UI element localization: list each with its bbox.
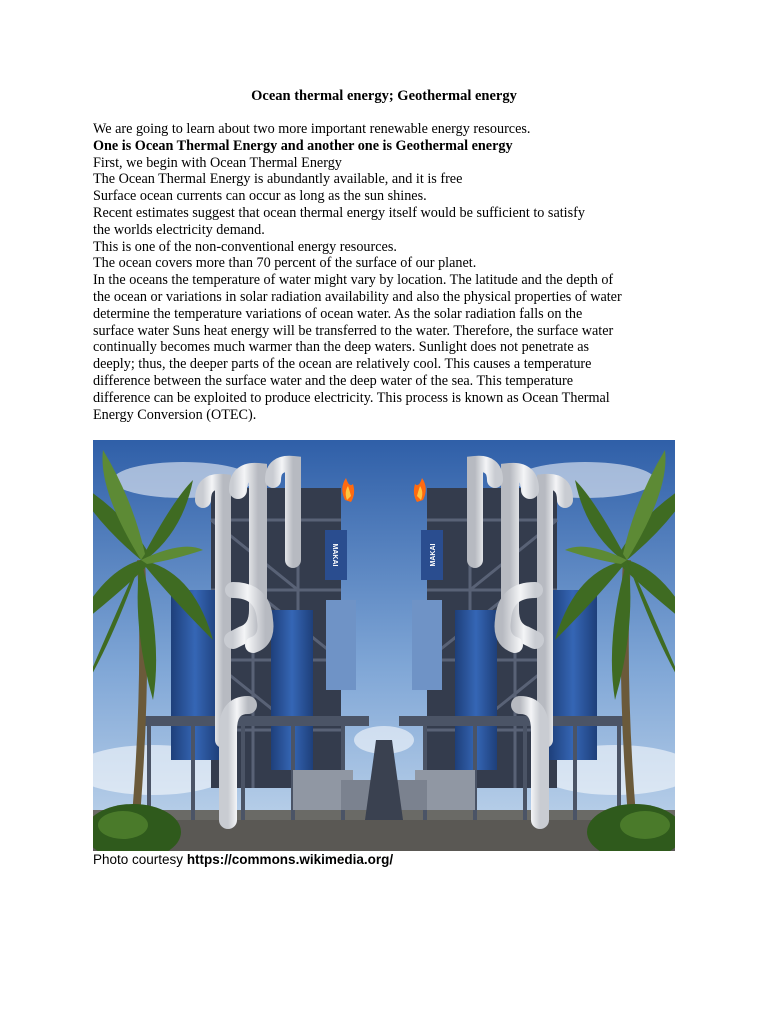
body-line: continually becomes much warmer than the deep waters. Sunlight does not penetrate as bbox=[93, 339, 590, 356]
body-line: First, we begin with Ocean Thermal Energy bbox=[93, 154, 342, 171]
photo-sign-right: MAKAI bbox=[430, 543, 437, 567]
body-line: Recent estimates suggest that ocean thermal energy itself would be sufficient to satisfy bbox=[93, 204, 585, 221]
body-line: Energy Conversion (OTEC). bbox=[93, 406, 257, 423]
body-line: Surface ocean currents can occur as long as the sun shines. bbox=[93, 188, 427, 205]
body-line-bold: One is Ocean Thermal Energy and another one is Geothermal energy bbox=[93, 137, 513, 154]
body-line: the ocean or variations in solar radiation availability and also the physical properties of water bbox=[93, 288, 622, 305]
body-line: surface water Suns heat energy will be transferred to the water. Therefore, the surface water bbox=[93, 322, 614, 339]
photo-sign-left: MAKAI bbox=[331, 543, 338, 567]
body-line: the worlds electricity demand. bbox=[93, 221, 265, 238]
photo-caption bbox=[93, 852, 393, 867]
body-line: The Ocean Thermal Energy is abundantly available, and it is free bbox=[93, 171, 463, 188]
caption-prefix: Photo courtesy bbox=[93, 852, 187, 867]
body-line: determine the temperature variations of ocean water. As the solar radiation falls on the bbox=[93, 305, 583, 322]
body-line: deeply; thus, the deeper parts of the ocean are relatively cool. This causes a temperature bbox=[93, 356, 592, 373]
body-line: difference can be exploited to produce electricity. This process is known as Ocean Thermal bbox=[93, 389, 610, 406]
body-line: difference between the surface water and the deep water of the sea. This temperature bbox=[93, 372, 574, 389]
otec-plant-photo bbox=[93, 440, 675, 851]
body-line: We are going to learn about two more important renewable energy resources. bbox=[93, 121, 531, 137]
body-line: In the oceans the temperature of water might vary by location. The latitude and the depth of bbox=[93, 272, 614, 289]
caption-url: https://commons.wikimedia.org/ bbox=[186, 852, 394, 867]
body-line: The ocean covers more than 70 percent of the surface of our planet. bbox=[93, 255, 477, 272]
document-body bbox=[93, 121, 693, 423]
document-title: Ocean thermal energy; Geothermal energy bbox=[251, 88, 517, 104]
body-line: This is one of the non-conventional energy resources. bbox=[93, 238, 397, 255]
